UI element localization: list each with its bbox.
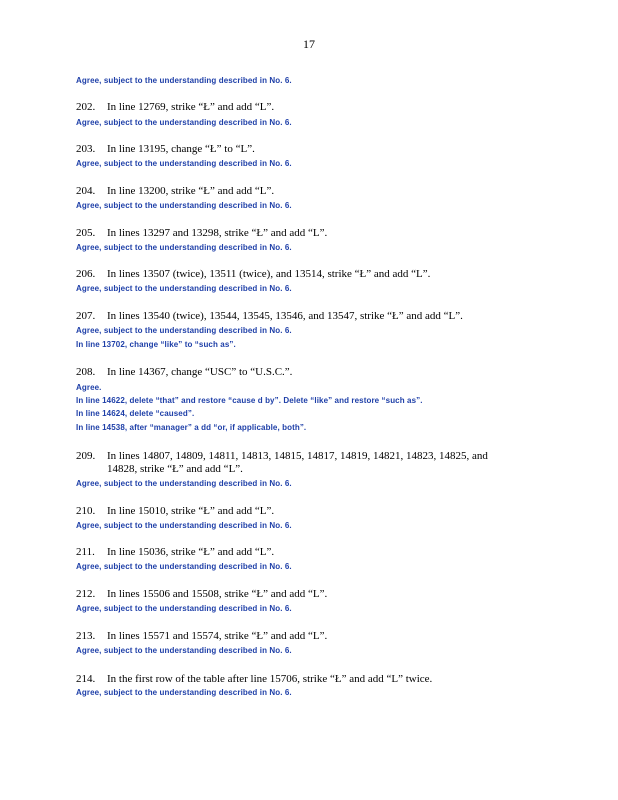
item-instruction: In line 12769, strike “Ł” and add “L”. bbox=[107, 101, 275, 113]
item-note: In line 14538, after “manager” a dd “or, if applicable, both”. bbox=[76, 423, 307, 432]
item-number: 205. bbox=[76, 227, 96, 239]
item-instruction: In line 14367, change “USC” to “U.S.C.”. bbox=[107, 366, 293, 378]
item-number: 204. bbox=[76, 185, 96, 197]
item-note: Agree. bbox=[76, 383, 102, 392]
item-instruction: In line 15010, strike “Ł” and add “L”. bbox=[107, 505, 275, 517]
item-note: In line 14622, delete “that” and restore “cause d by”. Delete “like” and restore “such as”. bbox=[76, 396, 423, 405]
item-note: Agree, subject to the understanding described in No. 6. bbox=[76, 562, 292, 571]
item-instruction: In lines 13540 (twice), 13544, 13545, 13546, and 13547, strike “Ł” and add “L”. bbox=[107, 310, 463, 322]
item-number: 203. bbox=[76, 143, 96, 155]
item-number: 212. bbox=[76, 588, 96, 600]
item-instruction: In lines 15506 and 15508, strike “Ł” and add “L”. bbox=[107, 588, 328, 600]
item-note: Agree, subject to the understanding described in No. 6. bbox=[76, 521, 292, 530]
item-note: In line 14624, delete “caused”. bbox=[76, 409, 195, 418]
item-note: Agree, subject to the understanding described in No. 6. bbox=[76, 646, 292, 655]
item-note: Agree, subject to the understanding described in No. 6. bbox=[76, 201, 292, 210]
item-instruction: In lines 13297 and 13298, strike “Ł” and add “L”. bbox=[107, 227, 328, 239]
item-number: 213. bbox=[76, 630, 96, 642]
item-note: Agree, subject to the understanding described in No. 6. bbox=[76, 688, 292, 697]
item-note: Agree, subject to the understanding described in No. 6. bbox=[76, 479, 292, 488]
item-number: 209. bbox=[76, 450, 96, 462]
item-instruction: In the first row of the table after line 15706, strike “Ł” and add “L” twice. bbox=[107, 673, 433, 685]
item-instruction: In lines 13507 (twice), 13511 (twice), and 13514, strike “Ł” and add “L”. bbox=[107, 268, 431, 280]
item-note: Agree, subject to the understanding described in No. 6. bbox=[76, 159, 292, 168]
top-note: Agree, subject to the understanding described in No. 6. bbox=[76, 76, 292, 85]
item-note: Agree, subject to the understanding described in No. 6. bbox=[76, 326, 292, 335]
item-number: 211. bbox=[76, 546, 95, 558]
item-note: Agree, subject to the understanding described in No. 6. bbox=[76, 604, 292, 613]
item-note: Agree, subject to the understanding described in No. 6. bbox=[76, 284, 292, 293]
item-instruction: In line 13200, strike “Ł” and add “L”. bbox=[107, 185, 275, 197]
item-number: 208. bbox=[76, 366, 96, 378]
page-number: 17 bbox=[303, 37, 315, 51]
item-instruction: In lines 14807, 14809, 14811, 14813, 14815, 14817, 14819, 14821, 14823, 14825, and bbox=[107, 450, 488, 462]
item-instruction-cont: 14828, strike “Ł” and add “L”. bbox=[107, 463, 243, 475]
item-note: Agree, subject to the understanding described in No. 6. bbox=[76, 118, 292, 127]
item-instruction: In line 15036, strike “Ł” and add “L”. bbox=[107, 546, 275, 558]
item-number: 206. bbox=[76, 268, 96, 280]
item-number: 214. bbox=[76, 673, 96, 685]
item-instruction: In line 13195, change “Ł” to “L”. bbox=[107, 143, 255, 155]
item-note: In line 13702, change “like” to “such as”. bbox=[76, 340, 236, 349]
item-number: 210. bbox=[76, 505, 96, 517]
item-note: Agree, subject to the understanding described in No. 6. bbox=[76, 243, 292, 252]
item-instruction: In lines 15571 and 15574, strike “Ł” and add “L”. bbox=[107, 630, 328, 642]
item-number: 207. bbox=[76, 310, 96, 322]
item-number: 202. bbox=[76, 101, 96, 113]
